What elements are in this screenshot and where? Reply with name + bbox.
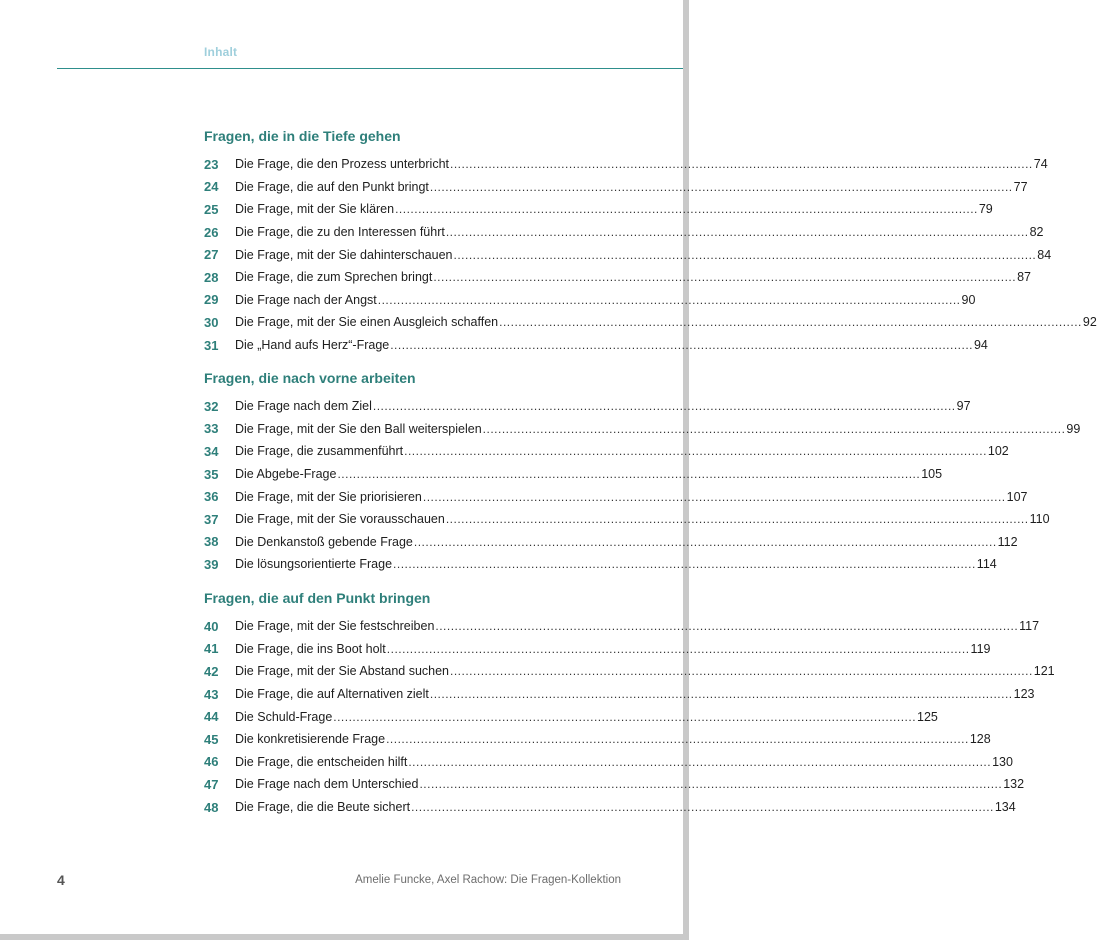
- entry-title: Die Frage, die ins Boot holt: [235, 641, 386, 656]
- page-reference: 121: [1033, 664, 1055, 679]
- entry-title: Die Frage, mit der Sie einen Ausgleich schaffen: [235, 315, 499, 330]
- page-reference: 119: [970, 641, 991, 656]
- header-rule: [57, 68, 683, 69]
- section-title: Fragen, die auf den Punkt bringen: [204, 590, 431, 606]
- chapter-number: 31: [204, 337, 219, 353]
- entry-title: Die Frage nach der Angst: [235, 292, 377, 307]
- dot-leader: ........................................................................................................................................................: [390, 338, 973, 353]
- toc-section: [204, 368, 1081, 576]
- chapter-number: 27: [204, 247, 219, 263]
- toc-entry[interactable]: [204, 638, 991, 661]
- chapter-number: 34: [204, 443, 219, 459]
- entry-title: Die Schuld-Frage: [235, 709, 333, 724]
- section-title: Fragen, die nach vorne arbeiten: [204, 370, 416, 386]
- running-header: Inhalt: [204, 45, 238, 59]
- page-reference: 112: [997, 534, 1018, 549]
- toc-entry[interactable]: [204, 176, 1028, 199]
- dot-leader: ........................................................................................................................................................: [429, 179, 1013, 194]
- dot-leader: ........................................................................................................................................................: [445, 512, 1029, 527]
- chapter-number: 30: [204, 314, 219, 330]
- toc-entry[interactable]: [204, 153, 1048, 176]
- page-reference: 117: [1019, 619, 1040, 634]
- page-edge-shadow-bottom: [0, 934, 689, 940]
- dot-leader: ........................................................................................................................................................: [408, 754, 992, 769]
- entry-title: Die Frage, mit der Sie vorausschauen: [235, 512, 445, 527]
- page-reference: 99: [1066, 421, 1081, 436]
- page-reference: 134: [994, 800, 1016, 815]
- dot-leader: ........................................................................................................................................................: [445, 225, 1029, 240]
- chapter-number: 24: [204, 179, 219, 195]
- page-reference: 125: [917, 709, 938, 724]
- chapter-number: 38: [204, 534, 219, 550]
- toc-entry[interactable]: [204, 334, 988, 357]
- page-reference: 77: [1013, 179, 1028, 194]
- chapter-number: 26: [204, 224, 219, 240]
- page-reference: 114: [976, 557, 997, 572]
- toc-entry[interactable]: [204, 683, 1035, 706]
- page-reference: 110: [1029, 512, 1050, 527]
- page-reference: 84: [1037, 247, 1052, 262]
- dot-leader: ........................................................................................................................................................: [404, 444, 987, 459]
- chapter-number: 23: [204, 156, 219, 172]
- toc-entry[interactable]: [204, 289, 976, 312]
- entry-title: Die Frage, mit der Sie priorisieren: [235, 489, 422, 504]
- dot-leader: ........................................................................................................................................................: [413, 534, 997, 549]
- toc-entry[interactable]: [204, 395, 971, 418]
- dot-leader: ........................................................................................................................................................: [386, 641, 970, 656]
- chapter-number: 25: [204, 201, 219, 217]
- dot-leader: ........................................................................................................................................................: [386, 732, 969, 747]
- dot-leader: ........................................................................................................................................................: [419, 777, 1003, 792]
- chapter-number: 42: [204, 663, 219, 679]
- page-reference: 102: [987, 444, 1009, 459]
- page-reference: 128: [969, 732, 991, 747]
- entry-title: Die Frage, die die Beute sichert: [235, 800, 411, 815]
- entry-title: Die Frage, die auf den Punkt bringt: [235, 179, 429, 194]
- chapter-number: 41: [204, 641, 219, 657]
- page-reference: 107: [1006, 489, 1028, 504]
- page-reference: 97: [956, 399, 971, 414]
- entry-title: Die Denkanstoß gebende Frage: [235, 534, 413, 549]
- entry-title: Die Frage, mit der Sie festschreiben: [235, 619, 435, 634]
- dot-leader: ........................................................................................................................................................: [435, 619, 1019, 634]
- chapter-number: 29: [204, 292, 219, 308]
- toc-entry[interactable]: [204, 751, 1013, 774]
- toc-entry[interactable]: [204, 660, 1055, 683]
- toc-entry[interactable]: [204, 773, 1025, 796]
- chapter-number: 35: [204, 466, 219, 482]
- entry-title: Die Frage, die entscheiden hilft: [235, 754, 408, 769]
- toc-entry[interactable]: [204, 485, 1028, 508]
- toc-entry[interactable]: [204, 243, 1052, 266]
- section-title: Fragen, die in die Tiefe gehen: [204, 128, 401, 144]
- entry-title: Die Abgebe-Frage: [235, 467, 337, 482]
- entry-title: Die „Hand aufs Herz“-Frage: [235, 338, 390, 353]
- toc-entry[interactable]: [204, 705, 938, 728]
- entry-title: Die Frage, die den Prozess unterbricht: [235, 157, 449, 172]
- chapter-number: 32: [204, 398, 219, 414]
- dot-leader: ........................................................................................................................................................: [393, 557, 976, 572]
- dot-leader: ........................................................................................................................................................: [377, 292, 961, 307]
- page-reference: 90: [961, 292, 976, 307]
- chapter-number: 47: [204, 776, 219, 792]
- chapter-number: 39: [204, 556, 219, 572]
- dot-leader: ........................................................................................................................................................: [422, 489, 1006, 504]
- entry-title: Die lösungsorientierte Frage: [235, 557, 393, 572]
- dot-leader: ........................................................................................................................................................: [372, 399, 956, 414]
- dot-leader: ........................................................................................................................................................: [395, 202, 978, 217]
- toc-section: [204, 126, 1097, 356]
- page-reference: 123: [1013, 687, 1035, 702]
- entry-title: Die Frage, mit der Sie klären: [235, 202, 395, 217]
- dot-leader: ........................................................................................................................................................: [499, 315, 1082, 330]
- entry-title: Die Frage, die zusammenführt: [235, 444, 404, 459]
- page-reference: 92: [1082, 315, 1097, 330]
- chapter-number: 36: [204, 489, 219, 505]
- toc-entry[interactable]: [204, 266, 1031, 289]
- page-reference: 79: [978, 202, 993, 217]
- toc-section: [204, 588, 1055, 818]
- page-reference: 105: [921, 467, 943, 482]
- entry-title: Die Frage, die zum Sprechen bringt: [235, 270, 433, 285]
- dot-leader: ........................................................................................................................................................: [333, 709, 917, 724]
- chapter-number: 46: [204, 754, 219, 770]
- entry-title: Die Frage nach dem Unterschied: [235, 777, 419, 792]
- page-reference: 130: [992, 754, 1013, 769]
- chapter-number: 43: [204, 686, 219, 702]
- toc-entry[interactable]: [204, 531, 1018, 554]
- entry-title: Die Frage, mit der Sie den Ball weiterspielen: [235, 421, 482, 436]
- page-reference: 132: [1003, 777, 1025, 792]
- toc-entry[interactable]: [204, 221, 1044, 244]
- toc-entry[interactable]: [204, 728, 991, 751]
- entry-title: Die Frage, mit der Sie Abstand suchen: [235, 664, 450, 679]
- dot-leader: ........................................................................................................................................................: [453, 247, 1037, 262]
- page-reference: 87: [1017, 270, 1031, 285]
- dot-leader: ........................................................................................................................................................: [450, 157, 1033, 172]
- page-reference: 82: [1029, 225, 1044, 240]
- dot-leader: ........................................................................................................................................................: [450, 664, 1033, 679]
- toc-entry[interactable]: [204, 796, 1016, 819]
- dot-leader: ........................................................................................................................................................: [482, 421, 1066, 436]
- toc-entry[interactable]: [204, 508, 1050, 531]
- chapter-number: 33: [204, 421, 219, 437]
- page-number: 4: [57, 872, 65, 888]
- entry-title: Die Frage, die auf Alternativen zielt: [235, 687, 429, 702]
- toc-entry[interactable]: [204, 440, 1009, 463]
- page-reference: 74: [1033, 157, 1048, 172]
- page-reference: 94: [973, 338, 988, 353]
- toc-entry[interactable]: [204, 311, 1097, 334]
- toc-entry[interactable]: [204, 418, 1081, 441]
- dot-leader: ........................................................................................................................................................: [337, 467, 921, 482]
- chapter-number: 45: [204, 731, 219, 747]
- toc-entry[interactable]: [204, 553, 997, 576]
- entry-title: Die Frage, mit der Sie dahinterschauen: [235, 247, 453, 262]
- entry-title: Die konkretisierende Frage: [235, 732, 386, 747]
- dot-leader: ........................................................................................................................................................: [411, 800, 994, 815]
- entry-title: Die Frage nach dem Ziel: [235, 399, 372, 414]
- chapter-number: 37: [204, 511, 219, 527]
- toc-entry[interactable]: [204, 463, 943, 486]
- toc-entry[interactable]: [204, 198, 993, 221]
- chapter-number: 48: [204, 799, 219, 815]
- dot-leader: ........................................................................................................................................................: [433, 270, 1017, 285]
- dot-leader: ........................................................................................................................................................: [429, 687, 1013, 702]
- entry-title: Die Frage, die zu den Interessen führt: [235, 225, 445, 240]
- toc-entry[interactable]: [204, 615, 1040, 638]
- chapter-number: 40: [204, 618, 219, 634]
- chapter-number: 44: [204, 709, 219, 725]
- running-footer: Amelie Funcke, Axel Rachow: Die Fragen-Kollektion: [355, 874, 621, 886]
- chapter-number: 28: [204, 269, 219, 285]
